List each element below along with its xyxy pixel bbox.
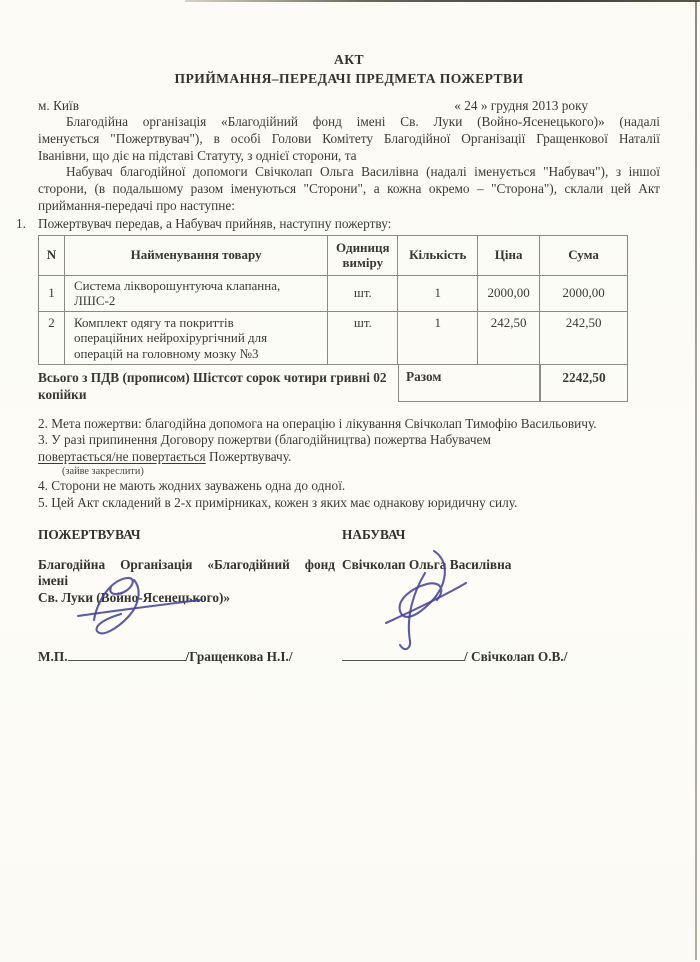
clause-3-line2 bbox=[38, 449, 660, 466]
clause-3-underlined-choice: повертається/не повертається bbox=[38, 448, 206, 464]
donor-signature-name: /Гращенкова Н.І./ bbox=[185, 648, 293, 664]
stamp-label: М.П. bbox=[38, 648, 68, 664]
clause-3-line1: 3. У разі припинення Договору пожертви (благодійництва) пожертва Набувачем bbox=[38, 432, 491, 448]
cell-n: 1 bbox=[39, 275, 65, 311]
recipient-signature-name: / Свічколап О.В./ bbox=[464, 648, 568, 664]
clause-1 bbox=[16, 215, 660, 233]
recipient-signature-line bbox=[342, 649, 464, 661]
paragraph-line: Благодійна організація «Благодійний фонд імені Св. Луки (Войно-Ясенецького)» (надалі bbox=[66, 114, 660, 129]
cell-price: 242,50 bbox=[478, 311, 540, 364]
signature-section bbox=[38, 527, 660, 665]
clause-1-number: 1. bbox=[16, 215, 26, 231]
org-line: імені bbox=[38, 573, 69, 589]
recipient-signature-block bbox=[342, 649, 660, 665]
donation-items-table bbox=[38, 235, 628, 365]
scanner-edge-artifact-right bbox=[695, 2, 697, 960]
cell-unit: шт. bbox=[328, 311, 398, 364]
clause-2: 2. Мета пожертви: благодійна допомога на операцію і лікування Свічколап Тимофію Васильовичу. bbox=[38, 415, 597, 431]
cell-unit: шт. bbox=[328, 275, 398, 311]
donor-signature-block bbox=[38, 649, 342, 665]
clauses-list bbox=[38, 416, 660, 512]
scanner-edge-artifact-top bbox=[185, 0, 700, 2]
cell-price: 2000,00 bbox=[478, 275, 540, 311]
table-row bbox=[39, 311, 628, 364]
cell-n: 2 bbox=[39, 311, 65, 364]
total-word-cell: Разом bbox=[398, 364, 540, 402]
recipient-header: НАБУВАЧ bbox=[342, 526, 406, 542]
total-value-cell: 2242,50 bbox=[540, 364, 628, 402]
cell-sum: 2000,00 bbox=[540, 275, 628, 311]
signature-lines-row bbox=[38, 649, 660, 665]
document-date: « 24 » грудня 2013 року bbox=[454, 98, 588, 113]
donor-header: ПОЖЕРТВУВАЧ bbox=[38, 526, 141, 542]
col-header-qty: Кількість bbox=[398, 235, 478, 275]
cell-sum: 242,50 bbox=[540, 311, 628, 364]
clause-3-tail: Пожертвувачу. bbox=[205, 448, 292, 464]
paragraph-line: сторони, (в подальшому разом іменуються "Сторони", а кожна окремо – "Сторона"), склали цей Акт bbox=[38, 181, 660, 197]
signature-headers bbox=[38, 527, 660, 543]
col-header-name: Найменування товару bbox=[64, 235, 327, 275]
cell-item-name: Система лікворошунтуюча клапанна, ЛШС-2 bbox=[64, 275, 327, 311]
paragraph-line: іменується "Пожертвувач"), в особі Голови Комітету Благодійної Організації Гращенкової Наталії bbox=[38, 130, 660, 146]
intro-paragraph-1 bbox=[38, 114, 660, 164]
col-header-price: Ціна bbox=[478, 235, 540, 275]
document-content bbox=[16, 50, 660, 665]
signature-parties bbox=[38, 557, 660, 607]
table-row bbox=[39, 275, 628, 311]
strike-out-note: (зайве закреслити) bbox=[62, 466, 144, 478]
donor-signature-line bbox=[68, 649, 186, 661]
org-line: Благодійна Організація «Благодійний фонд bbox=[38, 556, 335, 572]
col-header-n: N bbox=[39, 235, 65, 275]
paragraph-line: приймання-передачі про наступне: bbox=[38, 197, 235, 213]
document-title-line1: АКТ bbox=[334, 52, 364, 67]
clause-1-text: Пожертвувач передав, а Набувач прийняв, наступну пожертву: bbox=[38, 215, 392, 231]
clause-5: 5. Цей Акт складений в 2-х примірниках, кожен з яких має однакову юридичну силу. bbox=[38, 494, 518, 510]
table-header-row bbox=[39, 235, 628, 275]
donor-organization bbox=[38, 557, 335, 607]
intro-paragraph-2 bbox=[38, 164, 660, 214]
cell-item-name: Комплект одягу та покриттів операційних нейрохірургічний для операцій на головному мозку №3 bbox=[64, 311, 327, 364]
clause-4: 4. Сторони не мають жодних зауважень одна до одної. bbox=[38, 478, 346, 494]
cell-qty: 1 bbox=[398, 311, 478, 364]
cell-qty: 1 bbox=[398, 275, 478, 311]
col-header-sum: Сума bbox=[540, 235, 628, 275]
recipient-person: Свічколап Ольга Василівна bbox=[342, 556, 512, 572]
paragraph-line: Набувач благодійної допомоги Свічколап Ольга Василівна (надалі іменується "Набувач"), з іншої bbox=[66, 164, 660, 180]
total-in-words: Всього з ПДВ (прописом) Шістсот сорок чотири гривні 02 копійки bbox=[38, 369, 387, 402]
col-header-unit: Одиниця виміру bbox=[328, 235, 398, 275]
org-line: Св. Луки (Войно-Ясенецького)» bbox=[38, 590, 231, 606]
document-title-line2: ПРИЙМАННЯ–ПЕРЕДАЧІ ПРЕДМЕТА ПОЖЕРТВИ bbox=[174, 71, 524, 86]
city-label: м. Київ bbox=[38, 98, 80, 113]
paragraph-line: Іванівни, що діє на підставі Статуту, з однієї сторони, та bbox=[38, 147, 357, 163]
city-date-row bbox=[38, 98, 660, 114]
table-totals-row bbox=[38, 365, 628, 403]
